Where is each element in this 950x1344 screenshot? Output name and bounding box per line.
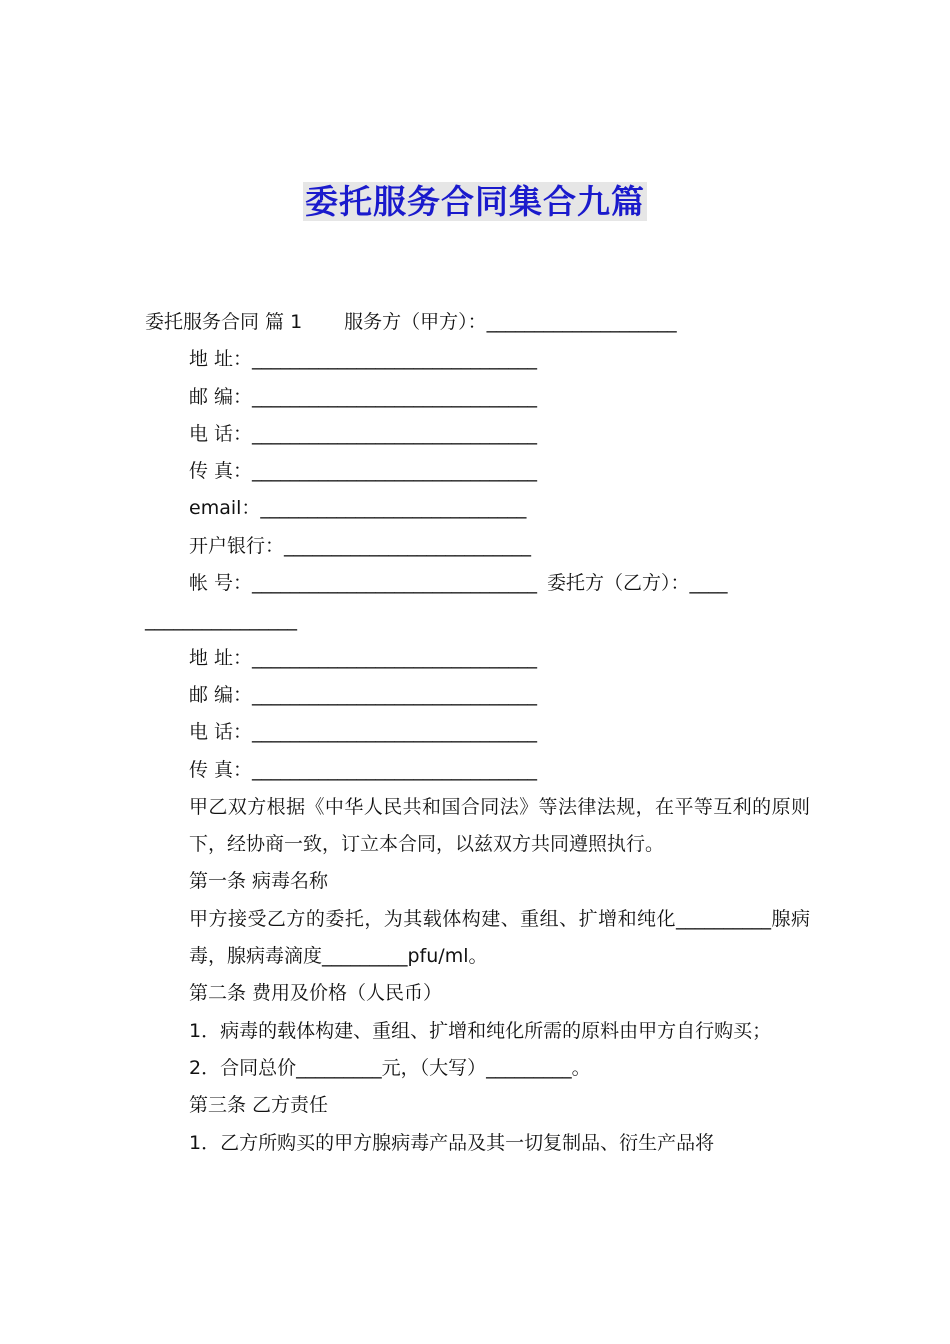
contract-heading-line	[145, 304, 810, 341]
party-a-account-line	[145, 565, 810, 602]
party-a-account: 帐 号：______________________________	[189, 572, 538, 595]
party-a-email: email：____________________________	[189, 497, 527, 520]
party-a-bank: 开户银行：__________________________	[189, 534, 532, 557]
document-title: 委托服务合同集合九篇	[305, 182, 645, 221]
article-1-text: 甲方接受乙方的委托，为其载体构建、重组、扩增和纯化__________腺病毒，腺病毒滴度_________pfu/ml。	[189, 907, 810, 968]
article-2-item-1: 1．病毒的载体构建、重组、扩增和纯化所需的原料由甲方自行购买；	[189, 1019, 772, 1042]
party-a-field: 服务方（甲方）：____________________	[344, 311, 677, 333]
party-b-postcode: 邮 编：______________________________	[189, 683, 538, 706]
document-body	[145, 304, 810, 1162]
party-b-fax: 传 真：______________________________	[189, 758, 538, 781]
preamble-paragraph: 甲乙双方根据《中华人民共和国合同法》等法律法规，在平等互利的原则下，经协商一致，订立本合同，以兹双方共同遵照执行。	[189, 795, 810, 856]
party-a-address: 地 址：______________________________	[189, 348, 538, 371]
article-3-item-1: 1．乙方所购买的甲方腺病毒产品及其一切复制品、衍生产品将	[189, 1131, 715, 1154]
party-a-fax: 传 真：______________________________	[189, 460, 538, 483]
party-b-field-cont: ________________	[145, 609, 297, 632]
article-2-item-2: 2．合同总价_________元，（大写）_________。	[189, 1056, 591, 1079]
article-1-heading: 第一条 病毒名称	[189, 870, 329, 893]
article-2-heading: 第二条 费用及价格（人民币）	[189, 982, 443, 1005]
contract-heading: 委托服务合同 篇 1	[145, 311, 303, 333]
party-a-postcode: 邮 编：______________________________	[189, 385, 538, 408]
article-3-heading: 第三条 乙方责任	[189, 1094, 329, 1117]
party-b-field: 委托方（乙方）：____	[547, 572, 728, 595]
party-b-phone: 电 话：______________________________	[189, 721, 538, 744]
party-a-phone: 电 话：______________________________	[189, 422, 538, 445]
party-b-address: 地 址：______________________________	[189, 646, 538, 669]
